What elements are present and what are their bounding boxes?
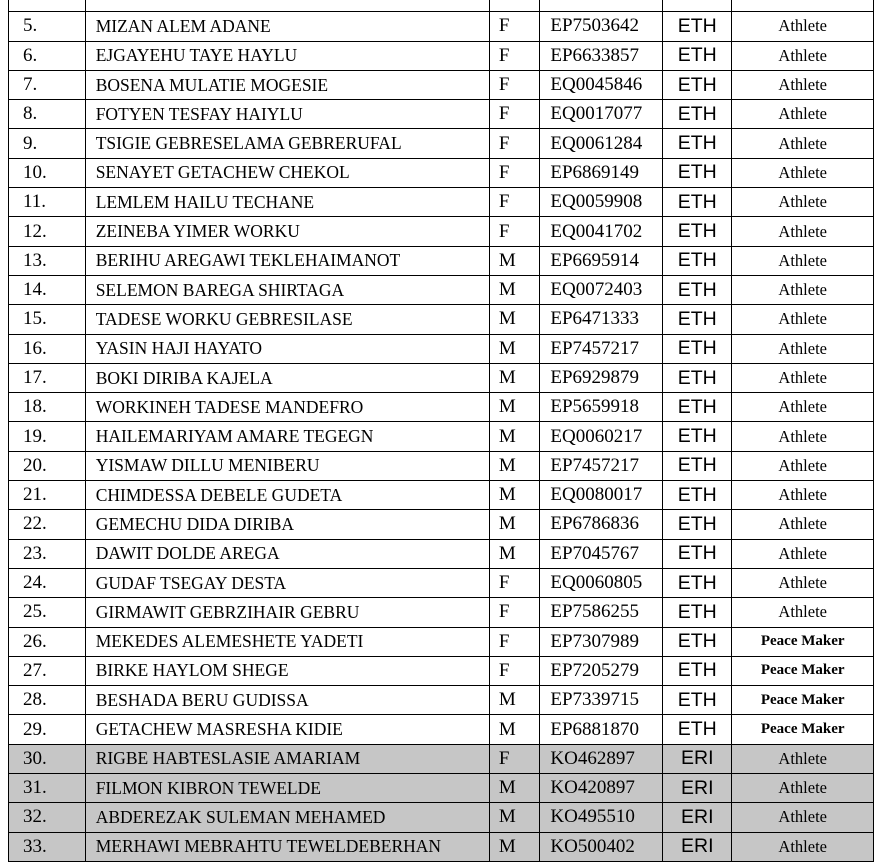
name-cell: WORKINEH TADESE MANDEFRO xyxy=(85,393,489,422)
sex-cell: M xyxy=(489,451,540,480)
nationality-cell: ETH xyxy=(663,656,732,685)
sex-cell: M xyxy=(489,246,540,275)
passport-cell: EQ0072403 xyxy=(540,275,663,304)
sex-cell: F xyxy=(489,158,540,187)
name-cell: BIRKE HAYLOM SHEGE xyxy=(85,656,489,685)
nationality-cell: ETH xyxy=(663,305,732,334)
table-row xyxy=(9,715,874,744)
name-cell: BERIHU AREGAWI TEKLEHAIMANOT xyxy=(85,246,489,275)
row-number-cell: 20. xyxy=(9,451,86,480)
nationality-cell: ETH xyxy=(663,217,732,246)
nationality-cell: ETH xyxy=(663,393,732,422)
row-number-cell: 22. xyxy=(9,510,86,539)
role-cell: Athlete xyxy=(732,100,874,129)
nationality-cell: ETH xyxy=(663,539,732,568)
role-cell: Athlete xyxy=(732,832,874,861)
name-cell: GIRMAWIT GEBRZIHAIR GEBRU xyxy=(85,598,489,627)
role-cell: Athlete xyxy=(732,598,874,627)
sex-cell: F xyxy=(489,12,540,41)
name-cell: TSIGIE GEBRESELAMA GEBRERUFAL xyxy=(85,129,489,158)
row-number-cell: 21. xyxy=(9,481,86,510)
name-cell: GUDAF TSEGAY DESTA xyxy=(85,568,489,597)
sex-cell: M xyxy=(489,363,540,392)
table-row xyxy=(9,510,874,539)
table-row xyxy=(9,129,874,158)
role-cell: Athlete xyxy=(732,481,874,510)
row-number-cell: 26. xyxy=(9,627,86,656)
name-cell: BOKI DIRIBA KAJELA xyxy=(85,363,489,392)
passport-cell: EP7457217 xyxy=(540,334,663,363)
name-cell: MIZAN ALEM ADANE xyxy=(85,12,489,41)
name-cell: HAILEMARIYAM AMARE TEGEGN xyxy=(85,422,489,451)
row-number-cell: 16. xyxy=(9,334,86,363)
sex-cell: M xyxy=(489,510,540,539)
name-cell: FILMON KIBRON TEWELDE xyxy=(85,774,489,803)
table-row xyxy=(9,744,874,773)
row-number-cell: 27. xyxy=(9,656,86,685)
row-number-cell: 33. xyxy=(9,832,86,861)
sex-cell: F xyxy=(489,217,540,246)
role-cell: Athlete xyxy=(732,363,874,392)
role-cell: Athlete xyxy=(732,275,874,304)
name-cell: BOSENA MULATIE MOGESIE xyxy=(85,70,489,99)
nationality-cell: ETH xyxy=(663,41,732,70)
name-cell: CHIMDESSA DEBELE GUDETA xyxy=(85,481,489,510)
table-row xyxy=(9,334,874,363)
table-row xyxy=(9,656,874,685)
table-row xyxy=(9,12,874,41)
nationality-cell: ERI xyxy=(663,774,732,803)
nationality-cell: ETH xyxy=(663,100,732,129)
name-cell: DAWIT DOLDE AREGA xyxy=(85,539,489,568)
role-cell: Athlete xyxy=(732,422,874,451)
row-number-cell: 23. xyxy=(9,539,86,568)
name-cell: YASIN HAJI HAYATO xyxy=(85,334,489,363)
name-cell: YISMAW DILLU MENIBERU xyxy=(85,451,489,480)
table-row xyxy=(9,246,874,275)
nationality-cell: ETH xyxy=(663,598,732,627)
name-cell: FOTYEN TESFAY HAIYLU xyxy=(85,100,489,129)
passport-cell: EP7457217 xyxy=(540,451,663,480)
role-cell: Athlete xyxy=(732,334,874,363)
role-cell: Athlete xyxy=(732,744,874,773)
table-row xyxy=(9,774,874,803)
role-cell: Athlete xyxy=(732,12,874,41)
table-row xyxy=(9,158,874,187)
nationality-cell: ETH xyxy=(663,188,732,217)
passport-cell: EP7339715 xyxy=(540,686,663,715)
passport-cell: EP6929879 xyxy=(540,363,663,392)
sex-cell: F xyxy=(489,100,540,129)
passport-cell: KO495510 xyxy=(540,803,663,832)
nationality-cell: ETH xyxy=(663,627,732,656)
passport-cell: EP7307989 xyxy=(540,627,663,656)
name-cell: SELEMON BAREGA SHIRTAGA xyxy=(85,275,489,304)
sex-cell: M xyxy=(489,393,540,422)
passport-cell: KO462897 xyxy=(540,744,663,773)
participants-table xyxy=(8,0,874,862)
table-row xyxy=(9,832,874,861)
name-cell: ZEINEBA YIMER WORKU xyxy=(85,217,489,246)
table-row xyxy=(9,686,874,715)
name-cell: TADESE WORKU GEBRESILASE xyxy=(85,305,489,334)
nationality-cell: ETH xyxy=(663,568,732,597)
row-number-cell: 24. xyxy=(9,568,86,597)
nationality-cell: ETH xyxy=(663,129,732,158)
name-cell: MEKEDES ALEMESHETE YADETI xyxy=(85,627,489,656)
table-row xyxy=(9,598,874,627)
sex-cell: F xyxy=(489,744,540,773)
row-number-cell: 30. xyxy=(9,744,86,773)
row-number-cell: 8. xyxy=(9,100,86,129)
sex-cell: F xyxy=(489,129,540,158)
role-cell: Athlete xyxy=(732,451,874,480)
row-number-cell: 15. xyxy=(9,305,86,334)
row-number-cell: 19. xyxy=(9,422,86,451)
name-cell: MERHAWI MEBRAHTU TEWELDEBERHAN xyxy=(85,832,489,861)
sex-cell: F xyxy=(489,70,540,99)
sex-cell: M xyxy=(489,422,540,451)
sex-cell: F xyxy=(489,627,540,656)
table-row xyxy=(9,363,874,392)
role-cell: Athlete xyxy=(732,129,874,158)
nationality-cell: ETH xyxy=(663,158,732,187)
role-cell: Athlete xyxy=(732,158,874,187)
row-number-cell: 9. xyxy=(9,129,86,158)
role-cell: Peace Maker xyxy=(732,656,874,685)
passport-cell: EP7205279 xyxy=(540,656,663,685)
sex-cell: M xyxy=(489,715,540,744)
nationality-cell: ETH xyxy=(663,275,732,304)
passport-cell: EQ0061284 xyxy=(540,129,663,158)
participants-table-body xyxy=(9,0,874,861)
sex-cell: M xyxy=(489,832,540,861)
row-number-cell: 12. xyxy=(9,217,86,246)
role-cell: Athlete xyxy=(732,70,874,99)
table-row xyxy=(9,627,874,656)
role-cell: Athlete xyxy=(732,305,874,334)
sex-cell: M xyxy=(489,539,540,568)
row-number-cell: 17. xyxy=(9,363,86,392)
table-row xyxy=(9,217,874,246)
nationality-cell xyxy=(663,0,732,12)
passport-cell: EQ0041702 xyxy=(540,217,663,246)
name-cell: GETACHEW MASRESHA KIDIE xyxy=(85,715,489,744)
nationality-cell: ERI xyxy=(663,803,732,832)
sex-cell: M xyxy=(489,305,540,334)
table-row xyxy=(9,275,874,304)
passport-cell: EQ0080017 xyxy=(540,481,663,510)
row-number-cell: 18. xyxy=(9,393,86,422)
passport-cell: EQ0017077 xyxy=(540,100,663,129)
passport-cell: EP6695914 xyxy=(540,246,663,275)
nationality-cell: ETH xyxy=(663,686,732,715)
nationality-cell: ERI xyxy=(663,744,732,773)
table-row xyxy=(9,481,874,510)
passport-cell: EP7045767 xyxy=(540,539,663,568)
name-cell: GEMECHU DIDA DIRIBA xyxy=(85,510,489,539)
sex-cell: F xyxy=(489,41,540,70)
nationality-cell: ETH xyxy=(663,334,732,363)
passport-cell: EP6869149 xyxy=(540,158,663,187)
role-cell: Peace Maker xyxy=(732,715,874,744)
sex-cell: M xyxy=(489,334,540,363)
sex-cell: M xyxy=(489,686,540,715)
role-cell: Athlete xyxy=(732,188,874,217)
table-row xyxy=(9,451,874,480)
sex-cell: F xyxy=(489,188,540,217)
table-row xyxy=(9,568,874,597)
table-row xyxy=(9,70,874,99)
nationality-cell: ETH xyxy=(663,246,732,275)
name-cell: BESHADA BERU GUDISSA xyxy=(85,686,489,715)
role-cell: Athlete xyxy=(732,539,874,568)
row-number-cell: 25. xyxy=(9,598,86,627)
name-cell xyxy=(85,0,489,12)
role-cell: Athlete xyxy=(732,217,874,246)
sex-cell xyxy=(489,0,540,12)
passport-cell: KO500402 xyxy=(540,832,663,861)
name-cell: RIGBE HABTESLASIE AMARIAM xyxy=(85,744,489,773)
role-cell: Athlete xyxy=(732,568,874,597)
name-cell: EJGAYEHU TAYE HAYLU xyxy=(85,41,489,70)
sex-cell: M xyxy=(489,275,540,304)
table-row xyxy=(9,305,874,334)
sex-cell: M xyxy=(489,803,540,832)
passport-cell: EP7586255 xyxy=(540,598,663,627)
passport-cell: KO420897 xyxy=(540,774,663,803)
table-row xyxy=(9,188,874,217)
sex-cell: M xyxy=(489,481,540,510)
row-number-cell: 5. xyxy=(9,12,86,41)
nationality-cell: ETH xyxy=(663,70,732,99)
table-row xyxy=(9,422,874,451)
passport-cell: EP6633857 xyxy=(540,41,663,70)
nationality-cell: ERI xyxy=(663,832,732,861)
row-number-cell: 31. xyxy=(9,774,86,803)
table-row xyxy=(9,539,874,568)
table-row xyxy=(9,0,874,12)
role-cell xyxy=(732,0,874,12)
name-cell: ABDEREZAK SULEMAN MEHAMED xyxy=(85,803,489,832)
passport-cell: EP7503642 xyxy=(540,12,663,41)
sex-cell: F xyxy=(489,656,540,685)
role-cell: Athlete xyxy=(732,774,874,803)
nationality-cell: ETH xyxy=(663,510,732,539)
row-number-cell: 28. xyxy=(9,686,86,715)
sex-cell: F xyxy=(489,598,540,627)
row-number-cell: 11. xyxy=(9,188,86,217)
row-number-cell: 32. xyxy=(9,803,86,832)
role-cell: Athlete xyxy=(732,510,874,539)
nationality-cell: ETH xyxy=(663,481,732,510)
nationality-cell: ETH xyxy=(663,363,732,392)
row-number-cell: 29. xyxy=(9,715,86,744)
table-row xyxy=(9,100,874,129)
passport-cell: EQ0045846 xyxy=(540,70,663,99)
passport-cell: EP5659918 xyxy=(540,393,663,422)
role-cell: Athlete xyxy=(732,803,874,832)
table-row xyxy=(9,803,874,832)
table-row xyxy=(9,41,874,70)
passport-cell: EQ0059908 xyxy=(540,188,663,217)
role-cell: Peace Maker xyxy=(732,686,874,715)
row-number-cell: 6. xyxy=(9,41,86,70)
name-cell: SENAYET GETACHEW CHEKOL xyxy=(85,158,489,187)
passport-cell: EQ0060217 xyxy=(540,422,663,451)
role-cell: Athlete xyxy=(732,41,874,70)
row-number-cell: 7. xyxy=(9,70,86,99)
passport-cell: EP6881870 xyxy=(540,715,663,744)
passport-cell: EP6471333 xyxy=(540,305,663,334)
role-cell: Peace Maker xyxy=(732,627,874,656)
role-cell: Athlete xyxy=(732,246,874,275)
sex-cell: M xyxy=(489,774,540,803)
sex-cell: F xyxy=(489,568,540,597)
row-number-cell: 14. xyxy=(9,275,86,304)
nationality-cell: ETH xyxy=(663,715,732,744)
table-row xyxy=(9,393,874,422)
row-number-cell: 13. xyxy=(9,246,86,275)
row-number-cell: 10. xyxy=(9,158,86,187)
passport-cell xyxy=(540,0,663,12)
passport-cell: EP6786836 xyxy=(540,510,663,539)
nationality-cell: ETH xyxy=(663,451,732,480)
name-cell: LEMLEM HAILU TECHANE xyxy=(85,188,489,217)
passport-cell: EQ0060805 xyxy=(540,568,663,597)
nationality-cell: ETH xyxy=(663,422,732,451)
row-number-cell xyxy=(9,0,86,12)
role-cell: Athlete xyxy=(732,393,874,422)
nationality-cell: ETH xyxy=(663,12,732,41)
